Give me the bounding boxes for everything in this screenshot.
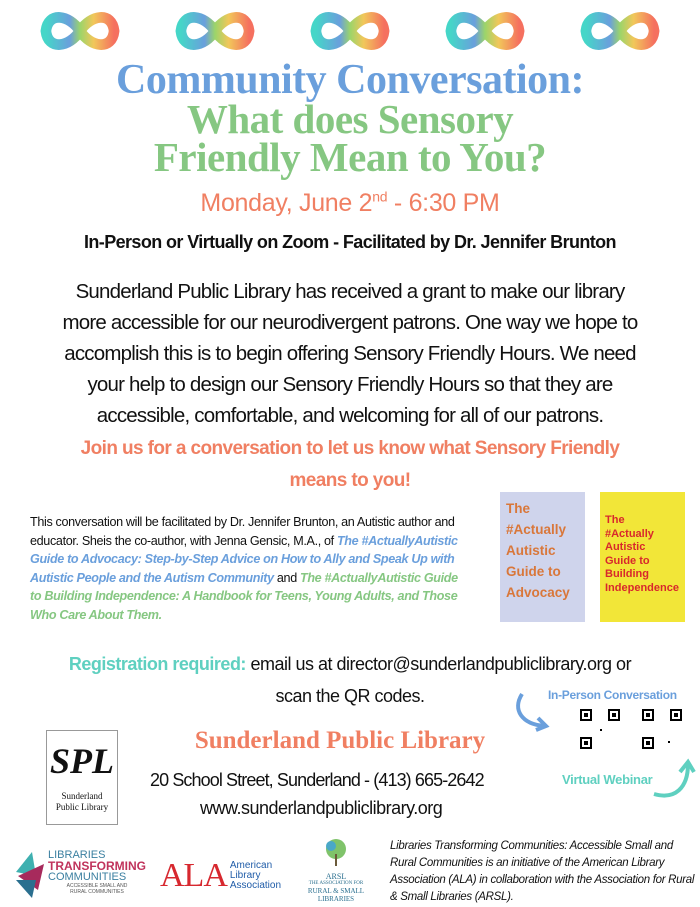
ltc-text: LIBRARIES bbox=[48, 849, 106, 861]
description-line: accomplish this is to begin offering Sensory Friendly Hours. We need bbox=[64, 342, 636, 365]
cta-line: means to you! bbox=[289, 470, 411, 491]
ala-wordmark: ALA bbox=[160, 857, 227, 894]
arsl-text: LIBRARIES bbox=[317, 895, 355, 903]
qr-code-in-person[interactable] bbox=[580, 709, 620, 749]
ala-text: Library bbox=[229, 870, 261, 881]
title-line-1: Community Conversation: bbox=[116, 57, 584, 103]
qr-code-virtual[interactable] bbox=[642, 709, 682, 749]
cover-text: The bbox=[605, 514, 625, 526]
registration-line-2: scan the QR codes. bbox=[275, 686, 425, 706]
title-lines-2-3 bbox=[0, 96, 700, 180]
registration-email[interactable]: email us at director@sunderlandpubliclibrary.org or bbox=[245, 654, 632, 674]
bio-text: This conversation will be facilitated by Dr. Jennifer Brunton, an Autistic author and educator. Sheis the co-author, with Jenna Gensic, M.A., of bbox=[30, 515, 455, 548]
date-text: Monday, June 2 bbox=[200, 189, 373, 217]
book-title-independence: The #ActuallyAutistic Guide to Building Independence: A Handbook for Teens, Young Adults, and Those Who Care About Them. bbox=[30, 570, 458, 622]
monogram: SPL bbox=[49, 741, 114, 781]
cover-text: The bbox=[506, 501, 531, 516]
qr-label-virtual: Virtual Webinar bbox=[562, 772, 653, 787]
call-to-action bbox=[0, 433, 700, 497]
ala-logo bbox=[160, 858, 281, 894]
infinity-banner bbox=[30, 4, 670, 58]
event-date bbox=[0, 188, 700, 218]
date-suffix: nd bbox=[372, 188, 388, 205]
title-line-3: Friendly Mean to You? bbox=[153, 134, 547, 180]
facilitator-bio bbox=[30, 513, 470, 625]
infinity-icon bbox=[300, 4, 400, 58]
ltc-text: TRANSFORMING bbox=[48, 859, 146, 873]
arsl-text: ARSL bbox=[325, 872, 347, 881]
description-line: your help to design our Sensory Friendly Hours so that they are bbox=[87, 373, 613, 396]
ltc-logo-mark bbox=[14, 850, 50, 900]
infinity-icon bbox=[165, 4, 265, 58]
registration-label: Registration required: bbox=[68, 654, 246, 674]
book-cover-independence bbox=[600, 492, 685, 622]
description-line: more accessible for our neurodivergent patrons. One way we hope to bbox=[62, 311, 638, 334]
book-cover-advocacy bbox=[500, 492, 585, 622]
cover-text: Autistic bbox=[605, 541, 646, 553]
arsl-logo bbox=[296, 838, 376, 903]
ltc-text: COMMUNITIES bbox=[48, 871, 127, 883]
cover-text: #Actually bbox=[605, 527, 654, 540]
cover-text: #Actually bbox=[506, 522, 567, 537]
qr-label-in-person: In-Person Conversation bbox=[548, 688, 677, 702]
library-logo bbox=[46, 730, 118, 825]
book-title-advocacy: The #ActuallyAutistic Guide to Advocacy: Step-by-Step Advice on How to Ally and Speak Up with Autistic People and the Autism Community bbox=[30, 533, 458, 585]
infinity-icon bbox=[30, 4, 130, 58]
ltc-text: ACCESSIBLE SMALL AND bbox=[66, 883, 128, 889]
arrow-curve-icon bbox=[650, 758, 700, 803]
cover-text: Building bbox=[605, 568, 649, 580]
event-time: - 6:30 PM bbox=[387, 189, 500, 217]
tree-icon bbox=[321, 838, 351, 868]
title-line-2: What does Sensory bbox=[186, 96, 514, 142]
partnership-footnote: Libraries Transforming Communities: Accessible Small and Rural Communities is an initiative of the American Library Association (ALA) in collaboration with the Association for Rural & Small Libraries (ARSL). bbox=[390, 840, 695, 903]
cover-text: Advocacy bbox=[506, 585, 570, 600]
bio-and: and bbox=[273, 570, 300, 585]
infinity-icon bbox=[570, 4, 670, 58]
cover-text: Guide to bbox=[605, 554, 650, 567]
library-address: 20 School Street, Sunderland - (413) 665-2642 bbox=[150, 770, 484, 790]
library-website[interactable]: www.sunderlandpubliclibrary.org bbox=[200, 798, 443, 818]
ala-text: American bbox=[229, 860, 273, 871]
arsl-text: RURAL & SMALL bbox=[307, 887, 365, 895]
library-name: Sunderland Public Library bbox=[194, 727, 486, 754]
logo-text: Sunderland bbox=[61, 791, 103, 801]
description-line: Sunderland Public Library has received a grant to make our library bbox=[75, 280, 625, 303]
event-subtitle: In-Person or Virtually on Zoom - Facilitated by Dr. Jennifer Brunton bbox=[84, 232, 616, 252]
ltc-text: RURAL COMMUNITIES bbox=[70, 889, 124, 895]
ltc-logo bbox=[14, 848, 154, 904]
cover-text: Autistic bbox=[506, 543, 556, 558]
cover-text: Guide to bbox=[506, 564, 561, 579]
registration bbox=[0, 648, 700, 712]
description-line: accessible, comfortable, and welcoming for all of our patrons. bbox=[96, 404, 604, 427]
infinity-icon bbox=[435, 4, 535, 58]
description bbox=[0, 276, 700, 431]
cta-line: Join us for a conversation to let us know what Sensory Friendly bbox=[80, 438, 620, 459]
ala-text: Association bbox=[229, 880, 282, 891]
logo-text: Public Library bbox=[55, 802, 109, 812]
arsl-text: THE ASSOCIATION FOR bbox=[308, 881, 364, 886]
cover-text: Independence bbox=[605, 581, 679, 594]
